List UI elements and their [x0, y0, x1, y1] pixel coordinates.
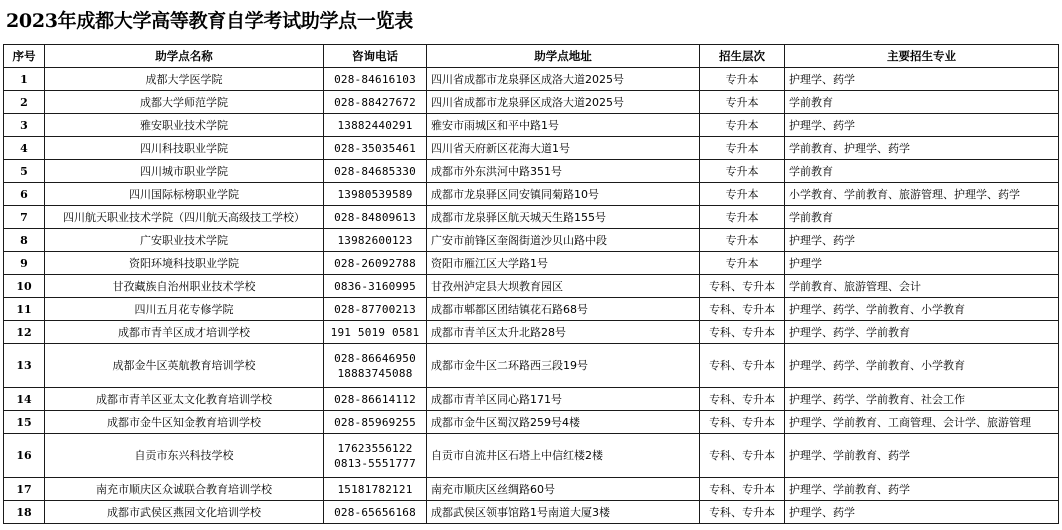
majors-cell: 护理学、药学、学前教育 [785, 321, 1059, 344]
phone-number: 028-84809613 [334, 210, 416, 224]
row-number-cell: 1 [4, 68, 45, 91]
row-number-cell: 15 [4, 411, 45, 434]
table-row [4, 68, 1059, 91]
phone-number: 0836-3160995 [334, 279, 416, 293]
column-header-level: 招生层次 [700, 45, 785, 68]
center-name-cell: 成都市武侯区燕园文化培训学校 [45, 501, 324, 524]
row-number-cell: 14 [4, 388, 45, 411]
table-row [4, 321, 1059, 344]
center-name-cell: 成都市金牛区知金教育培训学校 [45, 411, 324, 434]
level-cell: 专升本 [700, 252, 785, 275]
column-header-phone: 咨询电话 [324, 45, 427, 68]
phone-cell [324, 411, 427, 434]
address-cell: 资阳市雁江区大学路1号 [427, 252, 700, 275]
majors-cell: 护理学、学前教育、工商管理、会计学、旅游管理 [785, 411, 1059, 434]
address-cell: 成都市青羊区同心路171号 [427, 388, 700, 411]
address-cell: 四川省成都市龙泉驿区成洛大道2025号 [427, 91, 700, 114]
level-cell: 专升本 [700, 91, 785, 114]
table-row [4, 137, 1059, 160]
level-cell: 专科、专升本 [700, 275, 785, 298]
phone-cell [324, 68, 427, 91]
table-row [4, 206, 1059, 229]
row-number-cell: 16 [4, 434, 45, 478]
row-number-cell: 12 [4, 321, 45, 344]
center-name-cell: 自贡市东兴科技学校 [45, 434, 324, 478]
table-row [4, 252, 1059, 275]
level-cell: 专科、专升本 [700, 434, 785, 478]
row-number-cell: 3 [4, 114, 45, 137]
phone-cell [324, 114, 427, 137]
address-cell: 四川省成都市龙泉驿区成洛大道2025号 [427, 68, 700, 91]
row-number-cell: 6 [4, 183, 45, 206]
address-cell: 成都市郫都区团结镇花石路68号 [427, 298, 700, 321]
phone-number: 0813-5551777 [334, 456, 416, 470]
phone-number: 028-35035461 [334, 141, 416, 155]
address-cell: 成都市龙泉驿区航天城天生路155号 [427, 206, 700, 229]
address-cell: 四川省天府新区花海大道1号 [427, 137, 700, 160]
center-name-cell: 成都大学师范学院 [45, 91, 324, 114]
majors-cell: 护理学 [785, 252, 1059, 275]
center-name-cell: 成都市青羊区成才培训学校 [45, 321, 324, 344]
phone-cell [324, 501, 427, 524]
row-number-cell: 10 [4, 275, 45, 298]
center-name-cell: 成都大学医学院 [45, 68, 324, 91]
table-row [4, 114, 1059, 137]
phone-cell [324, 388, 427, 411]
phone-cell [324, 183, 427, 206]
row-number-cell: 13 [4, 344, 45, 388]
phone-number: 13882440291 [337, 118, 413, 132]
phone-cell [324, 229, 427, 252]
table-row [4, 183, 1059, 206]
row-number-cell: 5 [4, 160, 45, 183]
phone-cell [324, 434, 427, 478]
level-cell: 专科、专升本 [700, 478, 785, 501]
address-cell: 成都市金牛区蜀汉路259号4楼 [427, 411, 700, 434]
level-cell: 专科、专升本 [700, 344, 785, 388]
phone-number: 13982600123 [337, 233, 413, 247]
row-number-cell: 11 [4, 298, 45, 321]
majors-cell: 护理学、学前教育、药学 [785, 478, 1059, 501]
row-number-cell: 7 [4, 206, 45, 229]
majors-cell: 护理学、药学、学前教育、小学教育 [785, 298, 1059, 321]
phone-number: 028-65656168 [334, 505, 416, 519]
table-row [4, 411, 1059, 434]
phone-cell [324, 321, 427, 344]
phone-number: 028-85969255 [334, 415, 416, 429]
phone-number: 028-86614112 [334, 392, 416, 406]
phone-number: 028-26092788 [334, 256, 416, 270]
table-row [4, 91, 1059, 114]
phone-cell [324, 298, 427, 321]
majors-cell: 护理学、药学 [785, 114, 1059, 137]
address-cell: 南充市顺庆区丝绸路60号 [427, 478, 700, 501]
phone-number: 028-84685330 [334, 164, 416, 178]
phone-number: 15181782121 [337, 482, 413, 496]
table-row [4, 229, 1059, 252]
phone-number: 13980539589 [337, 187, 413, 201]
phone-cell [324, 91, 427, 114]
level-cell: 专科、专升本 [700, 411, 785, 434]
center-name-cell: 南充市顺庆区众诚联合教育培训学校 [45, 478, 324, 501]
majors-cell: 护理学、药学 [785, 68, 1059, 91]
level-cell: 专升本 [700, 206, 785, 229]
address-cell: 成都市外东洪河中路351号 [427, 160, 700, 183]
majors-cell: 学前教育、旅游管理、会计 [785, 275, 1059, 298]
majors-cell: 学前教育、护理学、药学 [785, 137, 1059, 160]
row-number-cell: 18 [4, 501, 45, 524]
level-cell: 专升本 [700, 68, 785, 91]
majors-cell: 学前教育 [785, 91, 1059, 114]
phone-cell [324, 478, 427, 501]
row-number-cell: 9 [4, 252, 45, 275]
column-header-name: 助学点名称 [45, 45, 324, 68]
table-row [4, 298, 1059, 321]
phone-cell [324, 160, 427, 183]
phone-cell [324, 344, 427, 388]
phone-cell [324, 137, 427, 160]
phone-number: 18883745088 [337, 366, 413, 380]
majors-cell: 学前教育 [785, 206, 1059, 229]
table-row [4, 478, 1059, 501]
center-name-cell: 成都市青羊区亚太文化教育培训学校 [45, 388, 324, 411]
study-center-table [3, 44, 1059, 524]
table-header-row [4, 45, 1059, 68]
level-cell: 专科、专升本 [700, 388, 785, 411]
table-row [4, 388, 1059, 411]
center-name-cell: 资阳环境科技职业学院 [45, 252, 324, 275]
column-header-majors: 主要招生专业 [785, 45, 1059, 68]
center-name-cell: 甘孜藏族自治州职业技术学校 [45, 275, 324, 298]
row-number-cell: 17 [4, 478, 45, 501]
table-row [4, 344, 1059, 388]
row-number-cell: 4 [4, 137, 45, 160]
majors-cell: 学前教育 [785, 160, 1059, 183]
center-name-cell: 雅安职业技术学院 [45, 114, 324, 137]
level-cell: 专升本 [700, 229, 785, 252]
level-cell: 专升本 [700, 160, 785, 183]
center-name-cell: 四川城市职业学院 [45, 160, 324, 183]
center-name-cell: 四川国际标榜职业学院 [45, 183, 324, 206]
phone-number: 028-88427672 [334, 95, 416, 109]
level-cell: 专升本 [700, 114, 785, 137]
center-name-cell: 四川航天职业技术学院（四川航天高级技工学校） [45, 206, 324, 229]
majors-cell: 护理学、药学、学前教育、小学教育 [785, 344, 1059, 388]
majors-cell: 小学教育、学前教育、旅游管理、护理学、药学 [785, 183, 1059, 206]
table-row [4, 275, 1059, 298]
phone-cell [324, 252, 427, 275]
majors-cell: 护理学、学前教育、药学 [785, 434, 1059, 478]
table-row [4, 434, 1059, 478]
address-cell: 成都市金牛区二环路西三段19号 [427, 344, 700, 388]
level-cell: 专科、专升本 [700, 321, 785, 344]
column-header-address: 助学点地址 [427, 45, 700, 68]
address-cell: 成都武侯区领事馆路1号南道大厦3楼 [427, 501, 700, 524]
address-cell: 成都市龙泉驿区同安镇同菊路10号 [427, 183, 700, 206]
level-cell: 专升本 [700, 137, 785, 160]
level-cell: 专科、专升本 [700, 501, 785, 524]
phone-number: 028-84616103 [334, 72, 416, 86]
center-name-cell: 成都金牛区英航教育培训学校 [45, 344, 324, 388]
address-cell: 甘孜州泸定县大坝教育园区 [427, 275, 700, 298]
phone-number: 191 5019 0581 [330, 325, 420, 339]
address-cell: 雅安市雨城区和平中路1号 [427, 114, 700, 137]
majors-cell: 护理学、药学 [785, 229, 1059, 252]
center-name-cell: 四川科技职业学院 [45, 137, 324, 160]
address-cell: 广安市前锋区奎阁街道沙贝山路中段 [427, 229, 700, 252]
page-title: 2023年成都大学高等教育自学考试助学点一览表 [6, 10, 413, 32]
phone-number: 028-86646950 [334, 351, 416, 365]
phone-cell [324, 206, 427, 229]
level-cell: 专升本 [700, 183, 785, 206]
center-name-cell: 广安职业技术学院 [45, 229, 324, 252]
table-row [4, 501, 1059, 524]
row-number-cell: 8 [4, 229, 45, 252]
address-cell: 自贡市自流井区石塔上中信红楼2楼 [427, 434, 700, 478]
majors-cell: 护理学、药学 [785, 501, 1059, 524]
majors-cell: 护理学、药学、学前教育、社会工作 [785, 388, 1059, 411]
phone-number: 17623556122 [337, 441, 413, 455]
level-cell: 专科、专升本 [700, 298, 785, 321]
column-header-number: 序号 [4, 45, 45, 68]
phone-cell [324, 275, 427, 298]
phone-number: 028-87700213 [334, 302, 416, 316]
address-cell: 成都市青羊区太升北路28号 [427, 321, 700, 344]
table-row [4, 160, 1059, 183]
table-body [4, 68, 1059, 524]
row-number-cell: 2 [4, 91, 45, 114]
center-name-cell: 四川五月花专修学院 [45, 298, 324, 321]
